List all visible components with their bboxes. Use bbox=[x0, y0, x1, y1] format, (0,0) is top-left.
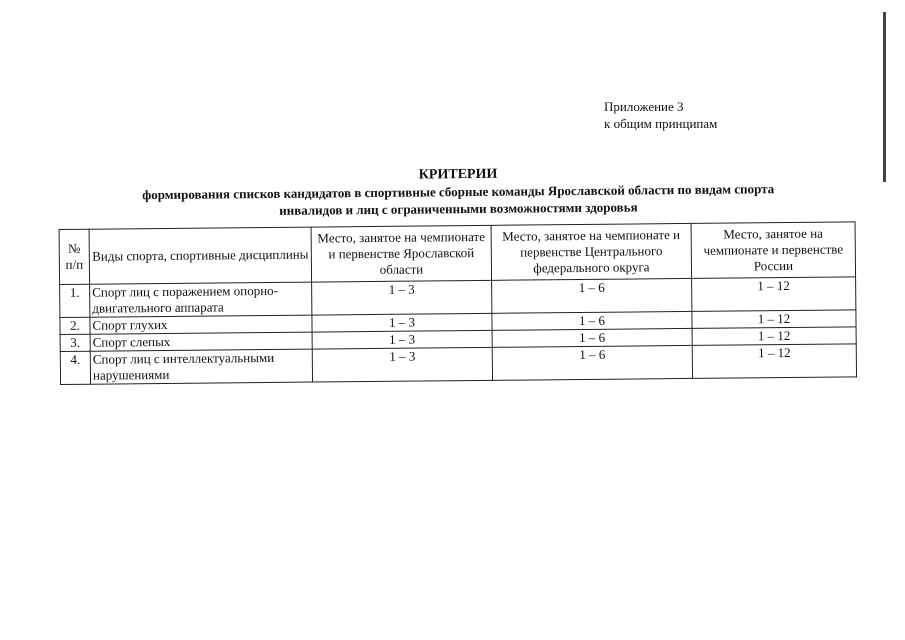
header-number: № п/п bbox=[59, 229, 90, 284]
header-district: Место, занятое на чемпионате и первенстве Центрального федерального округа bbox=[491, 223, 692, 280]
header-regional: Место, занятое на чемпионате и первенстве Ярославской области bbox=[311, 225, 492, 282]
row-number: 2. bbox=[60, 317, 90, 334]
appendix-line-1: Приложение 3 bbox=[604, 99, 684, 114]
header-national: Место, занятое на чемпионате и первенстве России bbox=[691, 222, 856, 279]
row-district: 1 – 6 bbox=[492, 278, 692, 313]
table-row bbox=[60, 344, 856, 385]
subtitle-line-2: инвалидов и лиц с ограниченными возможностями здоровья bbox=[279, 199, 638, 218]
row-sport: Спорт лиц с интеллектуальными нарушениями bbox=[90, 349, 312, 384]
row-national: 1 – 12 bbox=[692, 344, 856, 379]
row-national: 1 – 12 bbox=[692, 277, 856, 312]
row-regional: 1 – 3 bbox=[312, 280, 492, 315]
subtitle-line-1: формирования списков кандидатов в спортивные сборные команды Ярославской области по видам спорта bbox=[142, 181, 775, 203]
row-district: 1 – 6 bbox=[492, 328, 692, 347]
appendix-note bbox=[604, 98, 717, 132]
row-regional: 1 – 3 bbox=[312, 330, 492, 349]
document-subtitle bbox=[58, 179, 858, 221]
criteria-table bbox=[59, 221, 857, 385]
header-sport: Виды спорта, спортивные дисциплины bbox=[89, 227, 312, 284]
row-number: 1. bbox=[60, 284, 90, 317]
row-regional: 1 – 3 bbox=[312, 347, 492, 382]
row-sport: Спорт глухих bbox=[90, 315, 312, 334]
row-sport: Спорт лиц с поражением опорно-двигательного аппарата bbox=[90, 282, 312, 317]
table-header-row bbox=[59, 222, 855, 285]
criteria-section bbox=[58, 162, 860, 385]
row-sport: Спорт слепых bbox=[90, 332, 312, 351]
row-number: 3. bbox=[60, 334, 90, 351]
scan-edge-mark bbox=[883, 12, 886, 182]
row-national: 1 – 12 bbox=[692, 327, 856, 346]
row-national: 1 – 12 bbox=[692, 310, 856, 329]
row-regional: 1 – 3 bbox=[312, 313, 492, 332]
appendix-line-2: к общим принципам bbox=[604, 116, 718, 131]
document-title: КРИТЕРИИ bbox=[418, 166, 498, 183]
row-district: 1 – 6 bbox=[492, 345, 692, 380]
row-number: 4. bbox=[60, 351, 90, 384]
row-district: 1 – 6 bbox=[492, 311, 692, 330]
